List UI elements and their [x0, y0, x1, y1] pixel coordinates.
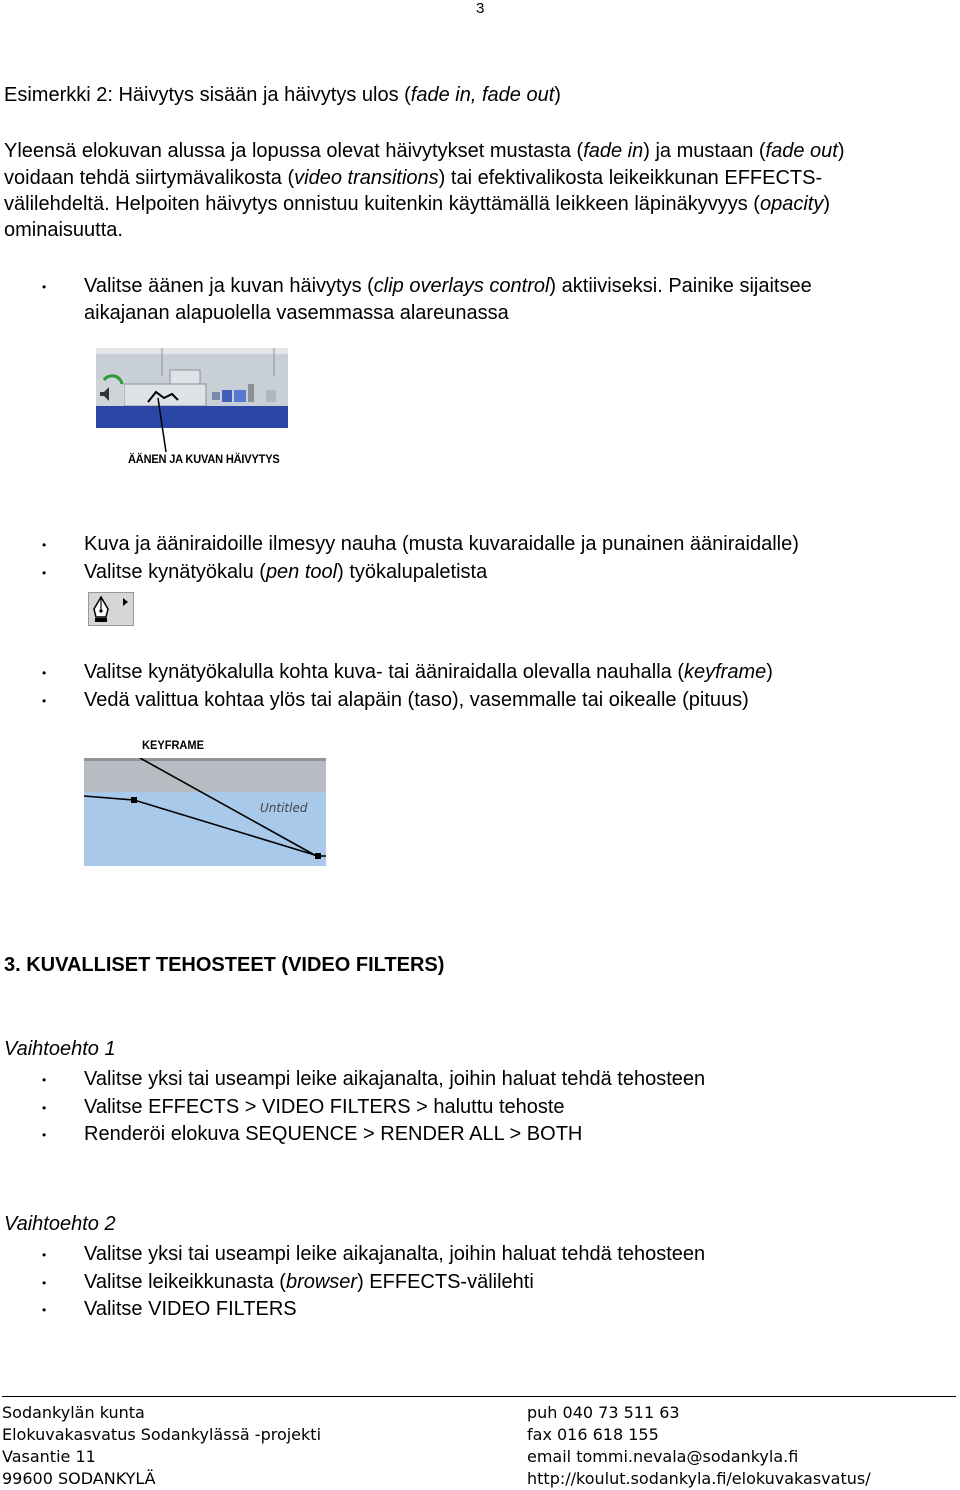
callout-line: [126, 396, 186, 456]
step-text: Valitse äänen ja kuvan häivytys (: [84, 275, 374, 297]
step-text: Valitse kynätyökalulla kohta kuva- tai ääniraidalla olevalla nauhalla (: [84, 661, 684, 683]
item-emph: browser: [285, 1271, 358, 1293]
step-text: ) aktiiviseksi. Painike sijaitsee: [549, 275, 812, 297]
footer-email: email tommi.nevala@sodankyla.fi: [527, 1447, 799, 1466]
step-text: ): [766, 661, 773, 683]
bullet: •: [42, 1248, 47, 1262]
bullet: •: [42, 1101, 47, 1115]
bullet: •: [42, 694, 47, 708]
option2-title: Vaihtoehto 2: [4, 1213, 116, 1235]
footer-left-2: Elokuvakasvatus Sodankylässä -projekti: [2, 1425, 322, 1444]
clip-overlays-label: ÄÄNEN JA KUVAN HÄIVYTYS: [128, 452, 280, 466]
step-text: ) työkalupaletista: [337, 561, 488, 583]
intro-line-1: [4, 138, 845, 164]
footer-url: http://koulut.sodankyla.fi/elokuvakasvatus/: [527, 1469, 871, 1488]
bullet: •: [42, 538, 47, 552]
pen-tool-button: [88, 592, 134, 626]
example-heading: [4, 82, 561, 108]
intro-text: ): [837, 140, 845, 162]
intro-text: voidaan tehdä siirtymävalikosta (: [4, 167, 295, 189]
bullet: •: [42, 566, 47, 580]
bullet: •: [42, 1303, 47, 1317]
item-text: Valitse leikeikkunasta (: [84, 1271, 286, 1293]
pen-tool-icon: [89, 593, 133, 625]
keyframe-point: [315, 853, 321, 859]
clip-name: Untitled: [260, 801, 308, 815]
step-emph: keyframe: [683, 661, 767, 683]
keyframe-step-2: Vedä valittua kohtaa ylös tai alapäin (taso), vasemmalle tai oikealle (pituus): [84, 689, 749, 711]
intro-text: välilehdeltä. Helpoiten häivytys onnistuu kuitenkin käyttämällä leikkeen läpinäkyvyys (: [4, 193, 760, 215]
bullet: •: [42, 1128, 47, 1142]
footer-phone: puh 040 73 511 63: [527, 1403, 680, 1422]
intro-emph: fade in: [583, 140, 644, 162]
clip-overlays-drawing: [96, 348, 288, 428]
intro-text: ): [823, 193, 830, 215]
keyframe-label: KEYFRAME: [142, 738, 204, 752]
bullet: •: [42, 1276, 47, 1290]
intro-line-4: ominaisuutta.: [4, 219, 123, 241]
intro-line-3: [4, 191, 830, 217]
intro-emph: fade out: [765, 140, 838, 162]
item-text: ) EFFECTS-välilehti: [357, 1271, 534, 1293]
intro-text: ) ja mustaan (: [643, 140, 766, 162]
section-title: 3. KUVALLISET TEHOSTEET (VIDEO FILTERS): [4, 954, 445, 976]
keyframe-step-1: [84, 659, 773, 685]
option2-item: Valitse VIDEO FILTERS: [84, 1298, 297, 1320]
bullet: •: [42, 666, 47, 680]
option1-item: Valitse yksi tai useampi leike aikajanalta, joihin haluat tehdä tehosteen: [84, 1068, 706, 1090]
intro-line-2: [4, 165, 822, 191]
option1-title: Vaihtoehto 1: [4, 1038, 116, 1060]
heading-suffix: ): [554, 84, 561, 106]
step-text: Valitse kynätyökalu (: [84, 561, 266, 583]
intro-emph: opacity: [759, 193, 824, 215]
heading-emph: fade in, fade out: [410, 84, 555, 106]
option1-item: Renderöi elokuva SEQUENCE > RENDER ALL > BOTH: [84, 1123, 583, 1145]
fade-step-1: [84, 273, 812, 299]
option2-item: [84, 1269, 534, 1295]
step-emph: clip overlays control: [373, 275, 550, 297]
pen-step-1: Kuva ja ääniraidoille ilmesyy nauha (musta kuvaraidalle ja punainen ääniraidalle): [84, 533, 799, 555]
intro-emph: video transitions: [294, 167, 439, 189]
option2-item: Valitse yksi tai useampi leike aikajanalta, joihin haluat tehdä tehosteen: [84, 1243, 706, 1265]
clip-overlays-screenshot: [96, 348, 288, 428]
pen-step-2: [84, 559, 487, 585]
bullet: •: [42, 280, 47, 294]
intro-text: ) tai efektivalikosta leikeikkunan EFFECTS-: [438, 167, 823, 189]
keyframe-point: [131, 797, 137, 803]
footer-left-4: 99600 SODANKYLÄ: [2, 1469, 156, 1488]
option1-item: Valitse EFFECTS > VIDEO FILTERS > haluttu tehoste: [84, 1096, 565, 1118]
footer-divider: [2, 1396, 956, 1397]
intro-text: Yleensä elokuvan alussa ja lopussa olevat häivytykset mustasta (: [4, 140, 584, 162]
footer-left-3: Vasantie 11: [2, 1447, 96, 1466]
footer-left-1: Sodankylän kunta: [2, 1403, 145, 1422]
heading-prefix: Esimerkki 2: Häivytys sisään ja häivytys ulos (: [4, 84, 411, 106]
page-number: 3: [476, 0, 485, 17]
step-emph: pen tool: [265, 561, 338, 583]
footer-fax: fax 016 618 155: [527, 1425, 659, 1444]
fade-step-1-cont: aikajanan alapuolella vasemmassa alareunassa: [84, 302, 509, 324]
bullet: •: [42, 1073, 47, 1087]
